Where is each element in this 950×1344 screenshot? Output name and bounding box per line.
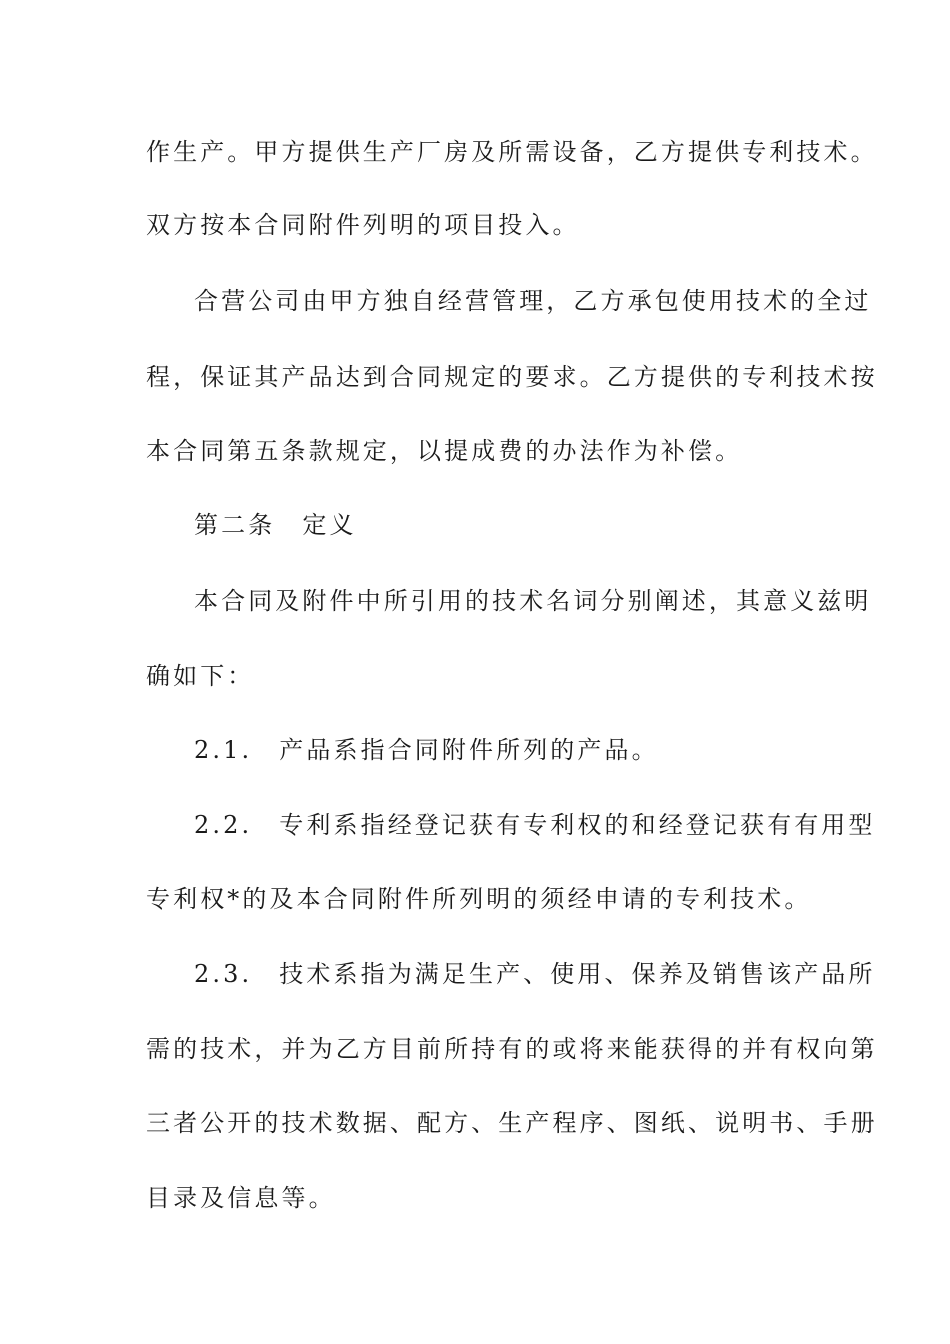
text-line: 双方按本合同附件列明的项目投入。 bbox=[146, 211, 580, 239]
clause-line: 2.3. 技术系指为满足生产、使用、保养及销售该产品所 bbox=[194, 960, 876, 988]
text-line: 确如下： bbox=[146, 662, 255, 690]
text-line: 三者公开的技术数据、配方、生产程序、图纸、说明书、手册 bbox=[146, 1109, 878, 1137]
section-heading: 第二条 定义 bbox=[194, 511, 357, 539]
text-line: 需的技术，并为乙方目前所持有的或将来能获得的并有权向第 bbox=[146, 1035, 878, 1063]
text-line: 程，保证其产品达到合同规定的要求。乙方提供的专利技术按 bbox=[146, 363, 878, 391]
text-line: 专利权*的及本合同附件所列明的须经申请的专利技术。 bbox=[146, 885, 812, 913]
clause-line: 2.1. 产品系指合同附件所列的产品。 bbox=[194, 736, 659, 764]
paragraph-start-line: 合营公司由甲方独自经营管理，乙方承包使用技术的全过 bbox=[194, 287, 872, 315]
text-line: 目录及信息等。 bbox=[146, 1184, 336, 1212]
text-line: 本合同第五条款规定，以提成费的办法作为补偿。 bbox=[146, 437, 743, 465]
clause-line: 2.2. 专利系指经登记获有专利权的和经登记获有有用型 bbox=[194, 811, 876, 839]
paragraph-start-line: 本合同及附件中所引用的技术名词分别阐述，其意义兹明 bbox=[194, 587, 872, 615]
text-line: 作生产。甲方提供生产厂房及所需设备，乙方提供专利技术。 bbox=[146, 138, 878, 166]
